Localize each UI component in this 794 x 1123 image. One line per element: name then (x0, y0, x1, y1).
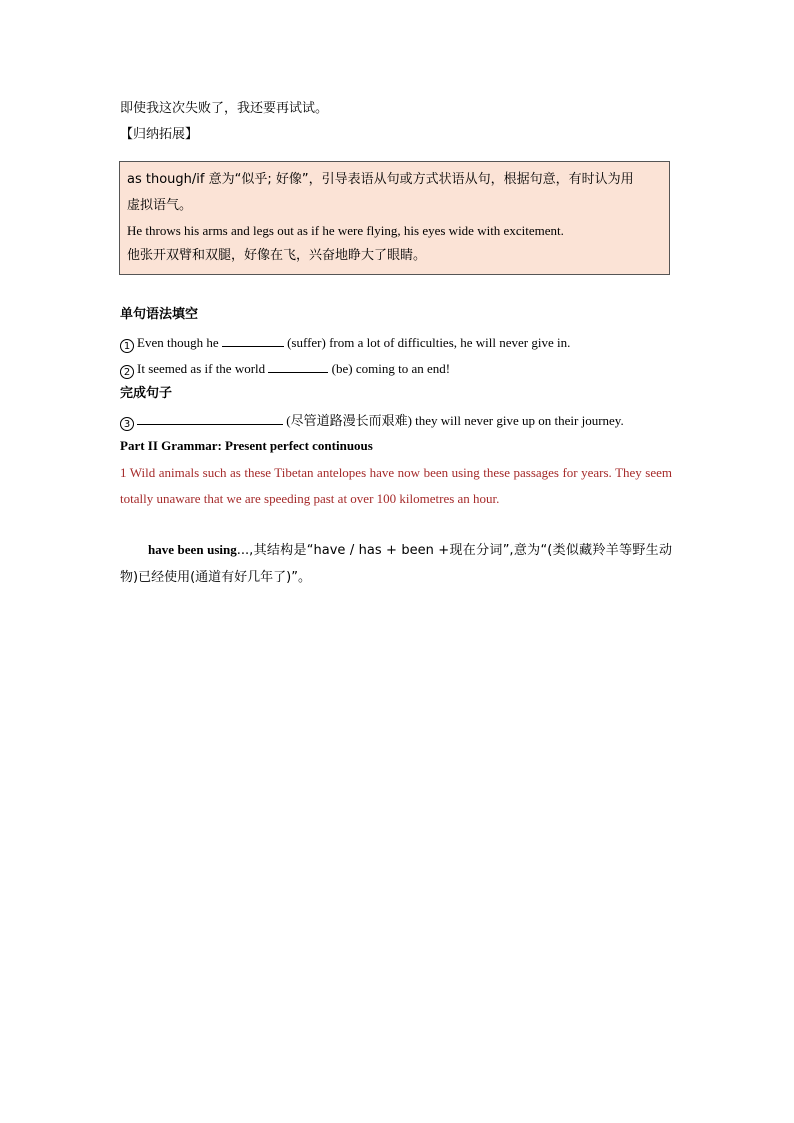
summary-box (119, 161, 670, 275)
grammar-note (120, 537, 672, 591)
question-text-after: (be) coming to an end! (331, 361, 451, 376)
question-text-after: (尽管道路漫长而艰难) they will never give up on their journey. (286, 413, 624, 428)
grammar-note-keyword: have been using (148, 542, 237, 557)
question-1 (120, 334, 570, 353)
question-3 (120, 412, 624, 431)
exercise-heading-fill: 单句语法填空 (120, 307, 199, 322)
answer-blank[interactable] (137, 412, 283, 425)
answer-blank[interactable] (222, 334, 284, 347)
box-line-1: as though/if 意为“似乎; 好像”，引导表语从句或方式状语从句，根据句意，有时认为用 (127, 172, 634, 187)
exercise-heading-complete: 完成句子 (120, 386, 173, 401)
box-line-2: 虚拟语气。 (127, 198, 193, 213)
question-2 (120, 360, 450, 379)
question-text-before: It seemed as if the world (137, 361, 266, 376)
question-number: 1 (120, 339, 134, 353)
question-number: 2 (120, 365, 134, 379)
question-text-after: (suffer) from a lot of difficulties, he will never give in. (287, 335, 571, 350)
section-heading: 【归纳拓展】 (120, 127, 199, 142)
box-example-cn: 他张开双臂和双腿，好像在飞，兴奋地睁大了眼睛。 (127, 248, 427, 263)
answer-blank[interactable] (268, 360, 328, 373)
intro-sentence: 即使我这次失败了，我还要再试试。 (120, 101, 329, 116)
grammar-note-text: ...,其结构是“have / has + been +现在分词”,意为“(类似藏羚羊等野生动物)已经使用(通道有好几年了)”。 (120, 543, 672, 585)
question-text-before: Even though he (137, 335, 219, 350)
grammar-example: 1 Wild animals such as these Tibetan antelopes have now been using these passages for years. They seem totally unaware that we are speeding past at over 100 kilometres an hour. (120, 465, 672, 506)
question-number: 3 (120, 417, 134, 431)
box-example-en: He throws his arms and legs out as if he were flying, his eyes wide with excitement. (127, 223, 564, 238)
part2-heading: Part II Grammar: Present perfect continuous (120, 438, 373, 453)
